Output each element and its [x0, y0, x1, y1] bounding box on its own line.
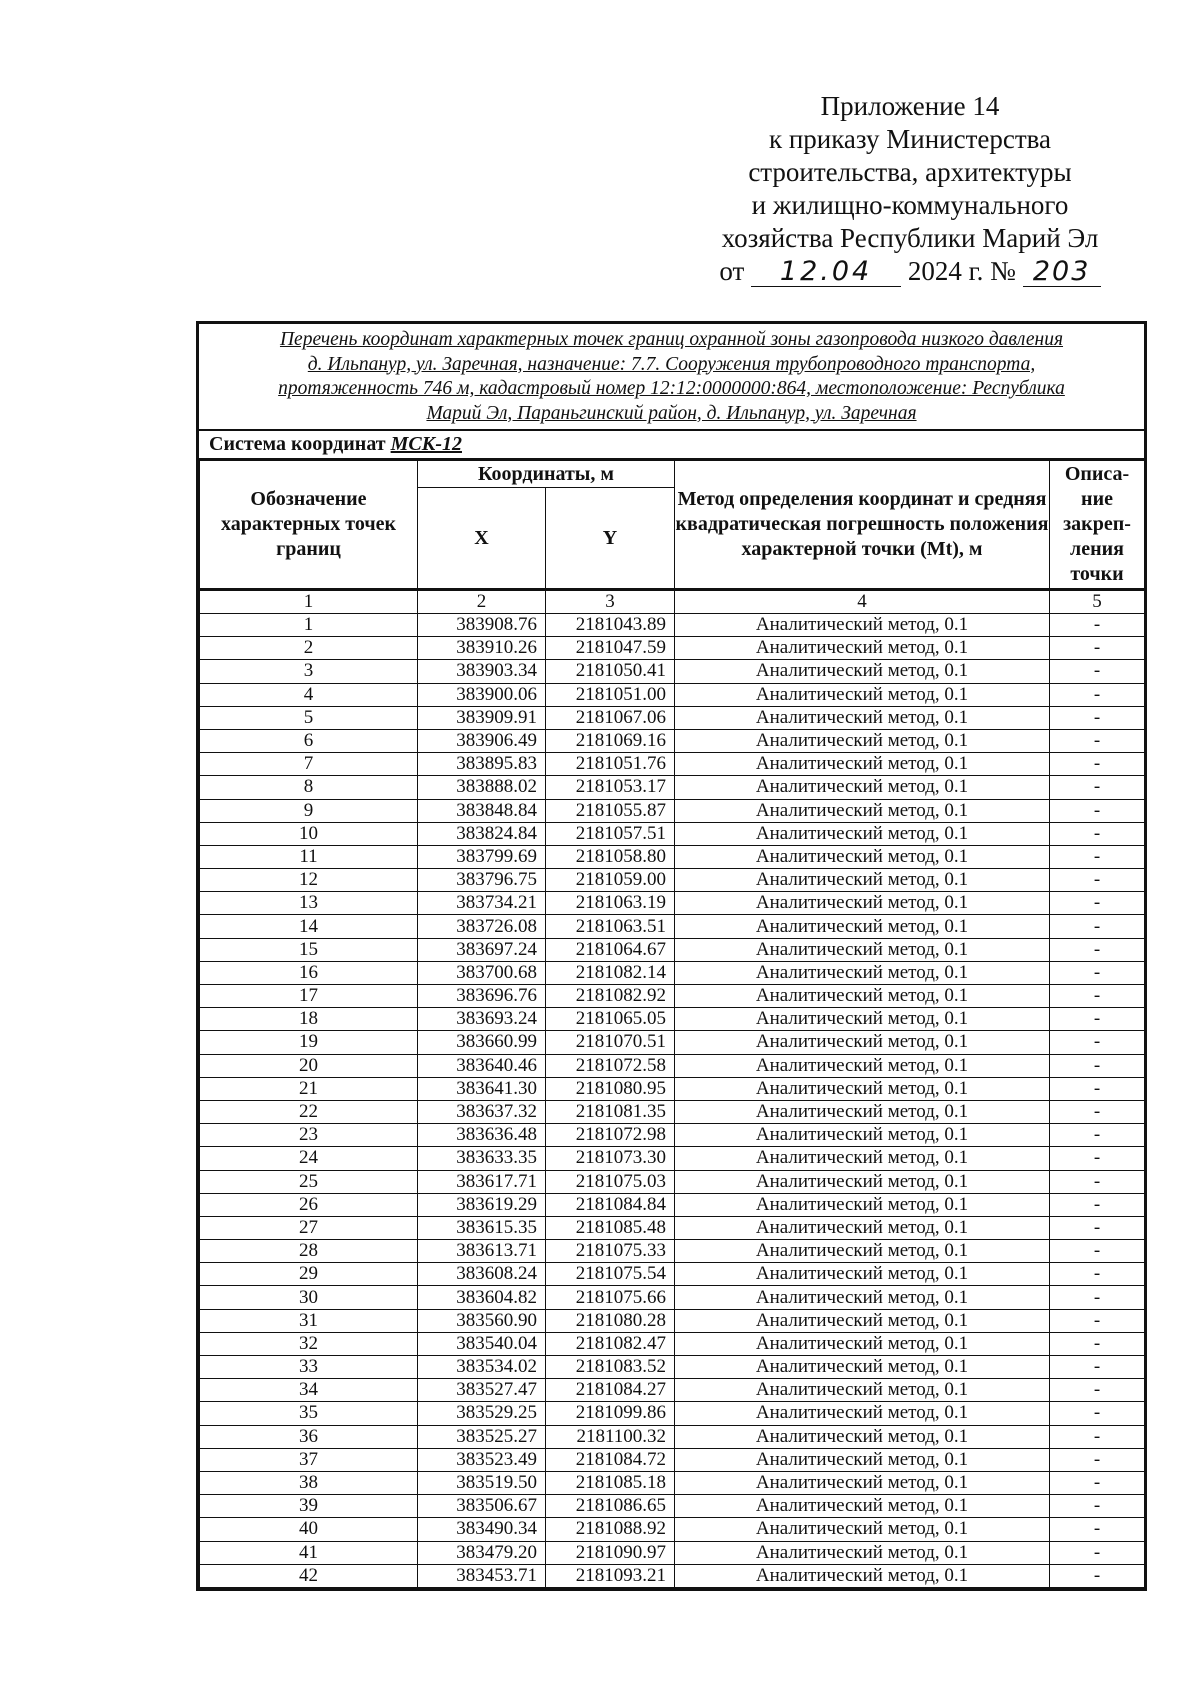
method-cell: Аналитический метод, 0.1 — [675, 845, 1050, 868]
handwritten-order-number: 203 — [1023, 258, 1101, 287]
method-cell: Аналитический метод, 0.1 — [675, 985, 1050, 1008]
y-coordinate-cell: 2181051.00 — [546, 683, 675, 706]
header-point: Обозначение характерных точек границ — [200, 461, 418, 590]
header-y: Y — [546, 488, 675, 590]
description-cell: - — [1050, 614, 1145, 637]
document-header — [690, 90, 1130, 288]
table-row — [200, 1332, 1145, 1355]
description-cell: - — [1050, 1193, 1145, 1216]
method-cell: Аналитический метод, 0.1 — [675, 1077, 1050, 1100]
x-coordinate-cell: 383608.24 — [418, 1263, 546, 1286]
x-coordinate-cell: 383693.24 — [418, 1008, 546, 1031]
y-coordinate-cell: 2181050.41 — [546, 660, 675, 683]
description-cell: - — [1050, 660, 1145, 683]
method-cell: Аналитический метод, 0.1 — [675, 799, 1050, 822]
table-row — [200, 1263, 1145, 1286]
header-line: Приложение 14 — [820, 91, 1000, 121]
point-number-cell: 34 — [200, 1379, 418, 1402]
x-coordinate-cell: 383617.71 — [418, 1170, 546, 1193]
point-number-cell: 29 — [200, 1263, 418, 1286]
caption-line: протяженность 746 м, кадастровый номер 12:12:0000000:864, местоположение: Республика — [278, 378, 1065, 399]
table-row — [200, 961, 1145, 984]
table-row — [200, 799, 1145, 822]
description-cell: - — [1050, 869, 1145, 892]
method-cell: Аналитический метод, 0.1 — [675, 1379, 1050, 1402]
x-coordinate-cell: 383909.91 — [418, 706, 546, 729]
table-row — [200, 1124, 1145, 1147]
point-number-cell: 9 — [200, 799, 418, 822]
method-cell: Аналитический метод, 0.1 — [675, 1147, 1050, 1170]
header-date-line — [690, 255, 1130, 288]
point-number-cell: 31 — [200, 1309, 418, 1332]
point-number-cell: 13 — [200, 892, 418, 915]
description-cell: - — [1050, 1402, 1145, 1425]
y-coordinate-cell: 2181073.30 — [546, 1147, 675, 1170]
x-coordinate-cell: 383506.67 — [418, 1495, 546, 1518]
point-number-cell: 12 — [200, 869, 418, 892]
table-row — [200, 660, 1145, 683]
method-cell: Аналитический метод, 0.1 — [675, 706, 1050, 729]
description-cell: - — [1050, 1008, 1145, 1031]
method-cell: Аналитический метод, 0.1 — [675, 1170, 1050, 1193]
point-number-cell: 7 — [200, 753, 418, 776]
point-number-cell: 14 — [200, 915, 418, 938]
x-coordinate-cell: 383900.06 — [418, 683, 546, 706]
coordinate-system-label: Система координат — [209, 433, 386, 455]
y-coordinate-cell: 2181069.16 — [546, 729, 675, 752]
point-number-cell: 28 — [200, 1240, 418, 1263]
table-row — [200, 1031, 1145, 1054]
point-number-cell: 19 — [200, 1031, 418, 1054]
table-row — [200, 683, 1145, 706]
table-row — [200, 845, 1145, 868]
y-coordinate-cell: 2181051.76 — [546, 753, 675, 776]
x-coordinate-cell: 383613.71 — [418, 1240, 546, 1263]
method-cell: Аналитический метод, 0.1 — [675, 660, 1050, 683]
point-number-cell: 11 — [200, 845, 418, 868]
method-cell: Аналитический метод, 0.1 — [675, 822, 1050, 845]
header-line: к приказу Министерства — [768, 124, 1052, 154]
x-coordinate-cell: 383604.82 — [418, 1286, 546, 1309]
method-cell: Аналитический метод, 0.1 — [675, 1332, 1050, 1355]
point-number-cell: 2 — [200, 637, 418, 660]
year-text: 2024 г. № — [907, 256, 1016, 286]
method-cell: Аналитический метод, 0.1 — [675, 892, 1050, 915]
table-row — [200, 1448, 1145, 1471]
x-coordinate-cell: 383697.24 — [418, 938, 546, 961]
x-coordinate-cell: 383726.08 — [418, 915, 546, 938]
table-row — [200, 1402, 1145, 1425]
description-cell: - — [1050, 1332, 1145, 1355]
table-row — [200, 706, 1145, 729]
point-number-cell: 35 — [200, 1402, 418, 1425]
x-coordinate-cell: 383619.29 — [418, 1193, 546, 1216]
point-number-cell: 22 — [200, 1100, 418, 1123]
handwritten-date: 12.04 — [751, 258, 901, 287]
column-numbers-row — [200, 590, 1145, 614]
x-coordinate-cell: 383615.35 — [418, 1216, 546, 1239]
y-coordinate-cell: 2181082.92 — [546, 985, 675, 1008]
table-row — [200, 1309, 1145, 1332]
header-description: Описа-ние закреп-ления точки — [1050, 461, 1145, 590]
method-cell: Аналитический метод, 0.1 — [675, 869, 1050, 892]
method-cell: Аналитический метод, 0.1 — [675, 1402, 1050, 1425]
method-cell: Аналитический метод, 0.1 — [675, 683, 1050, 706]
method-cell: Аналитический метод, 0.1 — [675, 776, 1050, 799]
x-coordinate-cell: 383560.90 — [418, 1309, 546, 1332]
method-cell: Аналитический метод, 0.1 — [675, 637, 1050, 660]
description-cell: - — [1050, 1495, 1145, 1518]
x-coordinate-cell: 383910.26 — [418, 637, 546, 660]
table-row — [200, 1077, 1145, 1100]
table-row — [200, 729, 1145, 752]
y-coordinate-cell: 2181070.51 — [546, 1031, 675, 1054]
y-coordinate-cell: 2181057.51 — [546, 822, 675, 845]
table-row — [200, 1054, 1145, 1077]
header-line: и жилищно-коммунального — [751, 190, 1069, 220]
method-cell: Аналитический метод, 0.1 — [675, 614, 1050, 637]
x-coordinate-cell: 383534.02 — [418, 1356, 546, 1379]
column-number: 3 — [546, 590, 675, 614]
coordinate-system-value: МСК-12 — [390, 433, 462, 455]
y-coordinate-cell: 2181065.05 — [546, 1008, 675, 1031]
method-cell: Аналитический метод, 0.1 — [675, 1425, 1050, 1448]
y-coordinate-cell: 2181067.06 — [546, 706, 675, 729]
point-number-cell: 24 — [200, 1147, 418, 1170]
method-cell: Аналитический метод, 0.1 — [675, 1471, 1050, 1494]
x-coordinate-cell: 383906.49 — [418, 729, 546, 752]
coordinate-system — [199, 431, 1144, 460]
table-row — [200, 915, 1145, 938]
coordinates-table — [199, 460, 1145, 1588]
y-coordinate-cell: 2181064.67 — [546, 938, 675, 961]
x-coordinate-cell: 383895.83 — [418, 753, 546, 776]
method-cell: Аналитический метод, 0.1 — [675, 753, 1050, 776]
table-row — [200, 753, 1145, 776]
method-cell: Аналитический метод, 0.1 — [675, 1054, 1050, 1077]
y-coordinate-cell: 2181090.97 — [546, 1541, 675, 1564]
description-cell: - — [1050, 799, 1145, 822]
y-coordinate-cell: 2181093.21 — [546, 1564, 675, 1587]
method-cell: Аналитический метод, 0.1 — [675, 1100, 1050, 1123]
date-prefix: от — [719, 256, 745, 286]
x-coordinate-cell: 383908.76 — [418, 614, 546, 637]
method-cell: Аналитический метод, 0.1 — [675, 1193, 1050, 1216]
y-coordinate-cell: 2181084.27 — [546, 1379, 675, 1402]
point-number-cell: 38 — [200, 1471, 418, 1494]
y-coordinate-cell: 2181053.17 — [546, 776, 675, 799]
method-cell: Аналитический метод, 0.1 — [675, 1309, 1050, 1332]
method-cell: Аналитический метод, 0.1 — [675, 729, 1050, 752]
table-row — [200, 869, 1145, 892]
description-cell: - — [1050, 985, 1145, 1008]
description-cell: - — [1050, 1564, 1145, 1587]
x-coordinate-cell: 383490.34 — [418, 1518, 546, 1541]
method-cell: Аналитический метод, 0.1 — [675, 1448, 1050, 1471]
point-number-cell: 21 — [200, 1077, 418, 1100]
column-number: 5 — [1050, 590, 1145, 614]
description-cell: - — [1050, 1518, 1145, 1541]
y-coordinate-cell: 2181086.65 — [546, 1495, 675, 1518]
x-coordinate-cell: 383540.04 — [418, 1332, 546, 1355]
description-cell: - — [1050, 1054, 1145, 1077]
method-cell: Аналитический метод, 0.1 — [675, 1124, 1050, 1147]
x-coordinate-cell: 383799.69 — [418, 845, 546, 868]
description-cell: - — [1050, 753, 1145, 776]
method-cell: Аналитический метод, 0.1 — [675, 938, 1050, 961]
point-number-cell: 26 — [200, 1193, 418, 1216]
description-cell: - — [1050, 1240, 1145, 1263]
y-coordinate-cell: 2181080.95 — [546, 1077, 675, 1100]
y-coordinate-cell: 2181072.58 — [546, 1054, 675, 1077]
description-cell: - — [1050, 1263, 1145, 1286]
y-coordinate-cell: 2181084.84 — [546, 1193, 675, 1216]
table-caption — [199, 324, 1144, 431]
x-coordinate-cell: 383848.84 — [418, 799, 546, 822]
method-cell: Аналитический метод, 0.1 — [675, 1240, 1050, 1263]
point-number-cell: 32 — [200, 1332, 418, 1355]
point-number-cell: 41 — [200, 1541, 418, 1564]
description-cell: - — [1050, 845, 1145, 868]
table-row — [200, 1356, 1145, 1379]
caption-line: Перечень координат характерных точек границ охранной зоны газопровода низкого давления — [279, 329, 1064, 350]
x-coordinate-cell: 383700.68 — [418, 961, 546, 984]
column-number: 4 — [675, 590, 1050, 614]
description-cell: - — [1050, 706, 1145, 729]
point-number-cell: 37 — [200, 1448, 418, 1471]
table-row — [200, 1495, 1145, 1518]
description-cell: - — [1050, 1309, 1145, 1332]
table-row — [200, 1240, 1145, 1263]
point-number-cell: 5 — [200, 706, 418, 729]
point-number-cell: 8 — [200, 776, 418, 799]
caption-line: Марий Эл, Параньгинский район, д. Ильпанур, ул. Заречная — [426, 402, 917, 424]
method-cell: Аналитический метод, 0.1 — [675, 1216, 1050, 1239]
description-cell: - — [1050, 1147, 1145, 1170]
y-coordinate-cell: 2181072.98 — [546, 1124, 675, 1147]
x-coordinate-cell: 383525.27 — [418, 1425, 546, 1448]
point-number-cell: 16 — [200, 961, 418, 984]
table-row — [200, 1216, 1145, 1239]
y-coordinate-cell: 2181063.51 — [546, 915, 675, 938]
x-coordinate-cell: 383903.34 — [418, 660, 546, 683]
table-row — [200, 776, 1145, 799]
method-cell: Аналитический метод, 0.1 — [675, 1031, 1050, 1054]
point-number-cell: 30 — [200, 1286, 418, 1309]
x-coordinate-cell: 383479.20 — [418, 1541, 546, 1564]
y-coordinate-cell: 2181081.35 — [546, 1100, 675, 1123]
x-coordinate-cell: 383734.21 — [418, 892, 546, 915]
point-number-cell: 39 — [200, 1495, 418, 1518]
description-cell: - — [1050, 683, 1145, 706]
column-number: 2 — [418, 590, 546, 614]
x-coordinate-cell: 383529.25 — [418, 1402, 546, 1425]
method-cell: Аналитический метод, 0.1 — [675, 1541, 1050, 1564]
y-coordinate-cell: 2181080.28 — [546, 1309, 675, 1332]
description-cell: - — [1050, 776, 1145, 799]
method-cell: Аналитический метод, 0.1 — [675, 1495, 1050, 1518]
point-number-cell: 6 — [200, 729, 418, 752]
table-row — [200, 1541, 1145, 1564]
point-number-cell: 1 — [200, 614, 418, 637]
point-number-cell: 17 — [200, 985, 418, 1008]
x-coordinate-cell: 383641.30 — [418, 1077, 546, 1100]
description-cell: - — [1050, 822, 1145, 845]
table-row — [200, 1471, 1145, 1494]
x-coordinate-cell: 383636.48 — [418, 1124, 546, 1147]
description-cell: - — [1050, 637, 1145, 660]
column-number: 1 — [200, 590, 418, 614]
point-number-cell: 20 — [200, 1054, 418, 1077]
point-number-cell: 25 — [200, 1170, 418, 1193]
table-row — [200, 1425, 1145, 1448]
description-cell: - — [1050, 961, 1145, 984]
method-cell: Аналитический метод, 0.1 — [675, 1263, 1050, 1286]
x-coordinate-cell: 383519.50 — [418, 1471, 546, 1494]
header-line: строительства, архитектуры — [748, 157, 1072, 187]
table-body — [200, 614, 1145, 1588]
point-number-cell: 33 — [200, 1356, 418, 1379]
table-row — [200, 1518, 1145, 1541]
method-cell: Аналитический метод, 0.1 — [675, 1286, 1050, 1309]
method-cell: Аналитический метод, 0.1 — [675, 961, 1050, 984]
table-row — [200, 892, 1145, 915]
method-cell: Аналитический метод, 0.1 — [675, 1564, 1050, 1587]
method-cell: Аналитический метод, 0.1 — [675, 1518, 1050, 1541]
table-row — [200, 1564, 1145, 1587]
point-number-cell: 40 — [200, 1518, 418, 1541]
coordinates-table-block — [196, 321, 1147, 1591]
description-cell: - — [1050, 1124, 1145, 1147]
y-coordinate-cell: 2181059.00 — [546, 869, 675, 892]
header-line: хозяйства Республики Марий Эл — [721, 223, 1099, 253]
point-number-cell: 36 — [200, 1425, 418, 1448]
method-cell: Аналитический метод, 0.1 — [675, 915, 1050, 938]
x-coordinate-cell: 383453.71 — [418, 1564, 546, 1587]
method-cell: Аналитический метод, 0.1 — [675, 1008, 1050, 1031]
description-cell: - — [1050, 729, 1145, 752]
x-coordinate-cell: 383888.02 — [418, 776, 546, 799]
x-coordinate-cell: 383796.75 — [418, 869, 546, 892]
x-coordinate-cell: 383696.76 — [418, 985, 546, 1008]
table-row — [200, 614, 1145, 637]
header-method: Метод определения координат и средняя квадратическая погрешность положения характерной точки (Mt), м — [675, 461, 1050, 590]
y-coordinate-cell: 2181085.18 — [546, 1471, 675, 1494]
x-coordinate-cell: 383527.47 — [418, 1379, 546, 1402]
table-row — [200, 1100, 1145, 1123]
point-number-cell: 18 — [200, 1008, 418, 1031]
description-cell: - — [1050, 1077, 1145, 1100]
point-number-cell: 10 — [200, 822, 418, 845]
description-cell: - — [1050, 1379, 1145, 1402]
description-cell: - — [1050, 892, 1145, 915]
description-cell: - — [1050, 1356, 1145, 1379]
description-cell: - — [1050, 1541, 1145, 1564]
point-number-cell: 15 — [200, 938, 418, 961]
x-coordinate-cell: 383633.35 — [418, 1147, 546, 1170]
y-coordinate-cell: 2181075.33 — [546, 1240, 675, 1263]
x-coordinate-cell: 383523.49 — [418, 1448, 546, 1471]
description-cell: - — [1050, 1286, 1145, 1309]
point-number-cell: 3 — [200, 660, 418, 683]
y-coordinate-cell: 2181058.80 — [546, 845, 675, 868]
description-cell: - — [1050, 1425, 1145, 1448]
y-coordinate-cell: 2181063.19 — [546, 892, 675, 915]
x-coordinate-cell: 383640.46 — [418, 1054, 546, 1077]
header-x: X — [418, 488, 546, 590]
y-coordinate-cell: 2181085.48 — [546, 1216, 675, 1239]
table-row — [200, 1147, 1145, 1170]
table-row — [200, 1286, 1145, 1309]
table-row — [200, 822, 1145, 845]
y-coordinate-cell: 2181082.47 — [546, 1332, 675, 1355]
table-row — [200, 985, 1145, 1008]
point-number-cell: 27 — [200, 1216, 418, 1239]
point-number-cell: 4 — [200, 683, 418, 706]
table-row — [200, 1193, 1145, 1216]
y-coordinate-cell: 2181100.32 — [546, 1425, 675, 1448]
description-cell: - — [1050, 915, 1145, 938]
point-number-cell: 42 — [200, 1564, 418, 1587]
description-cell: - — [1050, 1100, 1145, 1123]
x-coordinate-cell: 383660.99 — [418, 1031, 546, 1054]
table-row — [200, 938, 1145, 961]
header-coordinates: Координаты, м — [418, 461, 675, 488]
method-cell: Аналитический метод, 0.1 — [675, 1356, 1050, 1379]
y-coordinate-cell: 2181047.59 — [546, 637, 675, 660]
y-coordinate-cell: 2181084.72 — [546, 1448, 675, 1471]
description-cell: - — [1050, 1216, 1145, 1239]
description-cell: - — [1050, 938, 1145, 961]
table-row — [200, 1170, 1145, 1193]
y-coordinate-cell: 2181082.14 — [546, 961, 675, 984]
table-row — [200, 637, 1145, 660]
description-cell: - — [1050, 1031, 1145, 1054]
y-coordinate-cell: 2181075.03 — [546, 1170, 675, 1193]
x-coordinate-cell: 383637.32 — [418, 1100, 546, 1123]
y-coordinate-cell: 2181088.92 — [546, 1518, 675, 1541]
table-row — [200, 1008, 1145, 1031]
caption-line: д. Ильпанур, ул. Заречная, назначение: 7.7. Сооружения трубопроводного транспорта, — [307, 353, 1036, 375]
y-coordinate-cell: 2181075.54 — [546, 1263, 675, 1286]
description-cell: - — [1050, 1448, 1145, 1471]
point-number-cell: 23 — [200, 1124, 418, 1147]
y-coordinate-cell: 2181099.86 — [546, 1402, 675, 1425]
y-coordinate-cell: 2181075.66 — [546, 1286, 675, 1309]
description-cell: - — [1050, 1170, 1145, 1193]
table-row — [200, 1379, 1145, 1402]
description-cell: - — [1050, 1471, 1145, 1494]
y-coordinate-cell: 2181043.89 — [546, 614, 675, 637]
y-coordinate-cell: 2181055.87 — [546, 799, 675, 822]
y-coordinate-cell: 2181083.52 — [546, 1356, 675, 1379]
x-coordinate-cell: 383824.84 — [418, 822, 546, 845]
